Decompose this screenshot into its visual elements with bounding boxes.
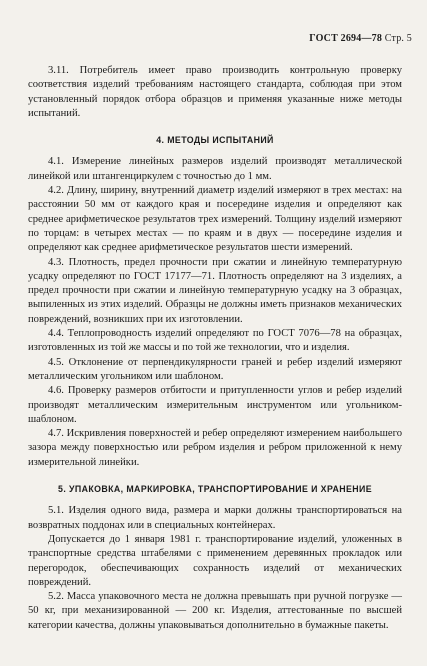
document-body [28, 64, 402, 633]
page-header [309, 33, 412, 44]
paragraph-5-1: 5.1. Изделия одного вида, размера и марки должны транспортироваться на возвратных поддонах или в специальных контейнерах. [28, 505, 402, 531]
paragraph-4-6: 4.6. Проверку размеров отбитости и притупленности углов и ребер изделий производят металлическим измерительным инструментом или угольником-шаблоном. [28, 385, 402, 425]
paragraph-4-1: 4.1. Измерение линейных размеров изделий производят металлической линейкой или штангенциркулем с точностью до 1 мм. [28, 156, 402, 182]
paragraph-4-4: 4.4. Теплопроводность изделий определяют по ГОСТ 7076—78 на образцах, изготовленных из той же массы и по той же технологии, что и изделия. [28, 328, 402, 354]
paragraph-5-1-note: Допускается до 1 января 1981 г. транспортирование изделий, уложенных в транспортные средства штабелями с применением деревянных прокладок или перегородок, обеспечивающих сохранность изделий от механических повреждений. [28, 533, 402, 588]
section-4-title: 4. МЕТОДЫ ИСПЫТАНИЙ [156, 135, 274, 146]
paragraph-4-2: 4.2. Длину, ширину, внутренний диаметр изделий измеряют в трех местах: на расстоянии 50 мм от каждого края и посередине изделия и определяют как среднее арифметическое результатов трех измерений. Толщину изделий измеряют по торцам: в четырех местах — по краям и в двух — посередине изделия и определяют как среднее арифметическое результатов шести измерений. [28, 185, 402, 254]
paragraph-4-5: 4.5. Отклонение от перпендикулярности граней и ребер изделий измеряют металлическим угольником или шаблоном. [28, 356, 402, 382]
paragraph-3-11: 3.11. Потребитель имеет право производить контрольную проверку соответствия изделий требованиям настоящего стандарта, соблюдая при этом установленный порядок отбора образцов и применяя указанные ниже методы испытаний. [28, 65, 402, 119]
paragraph-4-7: 4.7. Искривления поверхностей и ребер определяют измерением наибольшего зазора между поверхностью или ребром изделия и ребром приложенной к нему измерительной линейки. [28, 428, 402, 468]
section-5-title: 5. УПАКОВКА, МАРКИРОВКА, ТРАНСПОРТИРОВАНИЕ И ХРАНЕНИЕ [58, 484, 372, 495]
paragraph-4-3: 4.3. Плотность, предел прочности при сжатии и линейную температурную усадку определяют по ГОСТ 17177—71. Плотность определяют на 3 изделиях, а предел прочности при сжатии и линейную температурную усадку на 3 образцах, выпиленных из этих изделий. Образцы не должны иметь признаков механических повреждений, возникших при их изготовлении. [28, 256, 402, 325]
standard-number: ГОСТ 2694—78 [309, 33, 383, 44]
paragraph-5-2: 5.2. Масса упаковочного места не должна превышать при ручной погрузке — 50 кг, при механизированной — 200 кг. Изделия, аттестованные по высшей категории качества, должны упаковываться дополнительно в бумажные пакеты. [28, 591, 402, 631]
page-number: Стр. 5 [384, 33, 412, 44]
